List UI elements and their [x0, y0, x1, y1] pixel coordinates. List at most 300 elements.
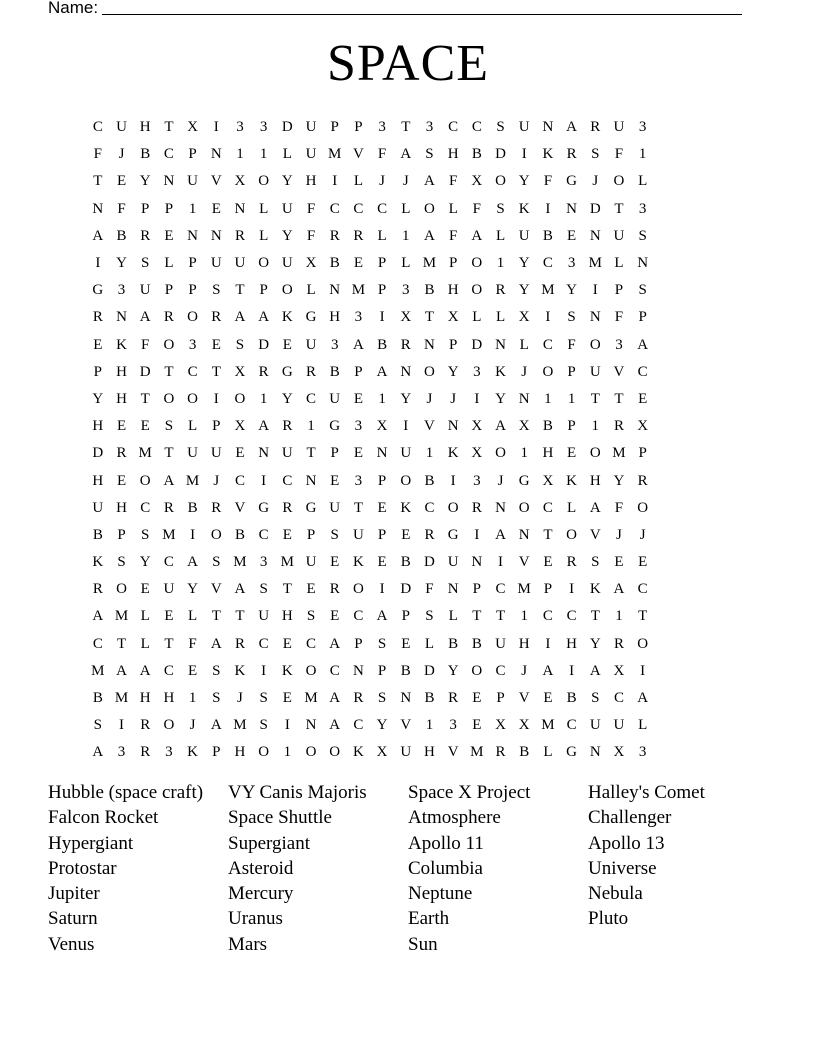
grid-letter: F [448, 227, 458, 244]
word-list-item [588, 932, 768, 957]
name-label: Name: [48, 0, 99, 17]
grid-letter: L [188, 608, 198, 625]
grid-letter: R [282, 499, 293, 516]
grid-letter: S [212, 554, 221, 571]
grid-letter: N [637, 255, 649, 272]
grid-letter: S [141, 526, 150, 543]
grid-letter: 3 [117, 744, 126, 761]
word-list-item: Hubble (space craft) [48, 782, 204, 803]
grid-letter: T [543, 526, 553, 543]
grid-letter: B [400, 554, 411, 571]
grid-letter: N [518, 526, 530, 543]
grid-letter: G [305, 499, 317, 516]
word-list-item: Sun [408, 933, 438, 955]
grid-letter: S [496, 119, 505, 136]
grid-letter: V [210, 173, 222, 190]
grid-letter: 3 [402, 282, 410, 299]
grid-letter: 3 [638, 744, 647, 761]
grid-letter: P [259, 282, 268, 299]
grid-letter: I [213, 390, 219, 407]
grid-letter: O [187, 390, 199, 407]
grid-letter: 3 [378, 119, 386, 136]
grid-letter: F [614, 309, 624, 326]
grid-letter: H [92, 472, 104, 489]
grid-row [86, 440, 734, 467]
grid-row [86, 549, 734, 576]
grid-letter: O [163, 336, 175, 353]
grid-letter: K [447, 445, 459, 462]
grid-letter: C [282, 472, 293, 489]
grid-letter: R [258, 363, 269, 380]
grid-letter: R [613, 635, 624, 652]
grid-letter: 1 [496, 255, 505, 272]
grid-letter: O [447, 499, 459, 516]
grid-letter: Y [139, 173, 151, 190]
grid-letter: 3 [638, 200, 647, 217]
grid-letter: E [164, 227, 174, 244]
grid-letter: E [377, 499, 387, 516]
grid-letter: P [448, 336, 458, 353]
grid-letter: B [400, 662, 411, 679]
grid-letter: F [614, 146, 624, 163]
grid-letter: Y [92, 390, 104, 407]
grid-letter: O [471, 282, 483, 299]
grid-letter: S [638, 227, 647, 244]
grid-letter: X [495, 717, 506, 734]
grid-letter: A [400, 146, 412, 163]
grid-letter: U [305, 554, 317, 571]
grid-letter: Y [187, 581, 199, 598]
grid-letter: 1 [236, 146, 244, 163]
grid-letter: N [589, 309, 601, 326]
grid-letter: J [237, 690, 243, 707]
grid-letter: V [447, 744, 459, 761]
grid-letter: C [306, 635, 317, 652]
grid-letter: S [259, 581, 268, 598]
grid-letter: U [305, 336, 317, 353]
grid-letter: Y [376, 717, 388, 734]
grid-letter: P [188, 255, 197, 272]
grid-letter: V [234, 499, 246, 516]
grid-row [86, 277, 734, 304]
grid-letter: A [542, 662, 554, 679]
grid-letter: X [305, 255, 317, 272]
grid-letter: E [282, 690, 292, 707]
grid-letter: I [498, 554, 504, 571]
grid-letter: U [613, 119, 625, 136]
grid-letter: T [638, 608, 648, 625]
grid-letter: X [376, 744, 388, 761]
grid-letter: J [616, 526, 622, 543]
grid-letter: J [426, 390, 433, 407]
grid-letter: J [521, 662, 528, 679]
word-list-item: Asteroid [228, 857, 294, 879]
grid-letter: X [471, 445, 483, 462]
grid-letter: Y [566, 282, 578, 299]
grid-letter: O [566, 526, 578, 543]
grid-letter: F [543, 173, 553, 190]
grid-letter: X [518, 309, 530, 326]
grid-letter: R [140, 744, 151, 761]
grid-letter: R [234, 635, 245, 652]
grid-letter: P [93, 363, 103, 380]
grid-letter: R [140, 717, 151, 734]
grid-letter: O [637, 499, 649, 516]
grid-letter: U [305, 146, 317, 163]
grid-letter: U [281, 445, 293, 462]
grid-letter: D [495, 146, 506, 163]
grid-letter: P [401, 608, 410, 625]
grid-row [86, 576, 734, 603]
grid-letter: T [353, 499, 363, 516]
grid-letter: B [448, 635, 459, 652]
grid-letter: B [377, 336, 388, 353]
word-list-item: Columbia [408, 857, 483, 879]
grid-letter: L [377, 227, 387, 244]
grid-letter: B [542, 418, 553, 435]
grid-row [86, 359, 734, 386]
grid-letter: D [281, 119, 293, 136]
grid-letter: F [614, 499, 624, 516]
grid-letter: X [234, 173, 246, 190]
word-list-item: Falcon Rocket [48, 807, 159, 829]
grid-letter: O [424, 363, 435, 380]
grid-letter: P [306, 526, 316, 543]
grid-letter: B [187, 499, 198, 516]
grid-letter: B [471, 146, 482, 163]
grid-letter: X [471, 418, 483, 435]
grid-letter: M [233, 554, 247, 571]
grid-letter: S [93, 717, 103, 734]
grid-letter: E [188, 662, 198, 679]
page-title: SPACE [326, 35, 490, 92]
grid-letter: U [518, 227, 530, 244]
grid-letter: L [638, 717, 648, 734]
grid-letter: E [116, 418, 127, 435]
grid-letter: P [212, 744, 221, 761]
grid-letter: N [352, 662, 364, 679]
grid-letter: I [450, 472, 456, 489]
grid-letter: N [471, 554, 483, 571]
grid-letter: O [329, 744, 341, 761]
grid-letter: E [543, 690, 553, 707]
grid-letter: N [566, 200, 578, 217]
word-list-item: Saturn [48, 908, 98, 930]
grid-letter: C [353, 200, 364, 217]
grid-letter: P [496, 690, 505, 707]
grid-letter: I [592, 282, 598, 299]
grid-letter: E [353, 445, 363, 462]
grid-letter: S [212, 690, 221, 707]
grid-letter: C [353, 608, 364, 625]
grid-letter: M [328, 146, 342, 163]
word-list-item: Apollo 13 [588, 832, 665, 854]
grid-letter: Y [589, 635, 601, 652]
grid-letter: E [282, 635, 292, 652]
grid-letter: N [447, 581, 459, 598]
grid-letter: A [116, 662, 127, 679]
word-list-item: Universe [588, 857, 657, 879]
grid-letter: O [187, 309, 199, 326]
grid-letter: G [258, 499, 270, 516]
grid-letter: T [590, 390, 600, 407]
grid-letter: A [92, 608, 104, 625]
grid-letter: Y [400, 390, 412, 407]
grid-letter: 3 [473, 363, 481, 380]
grid-letter: A [329, 717, 341, 734]
grid-letter: A [163, 472, 175, 489]
grid-letter: F [306, 227, 316, 244]
grid-letter: K [234, 662, 246, 679]
grid-letter: S [425, 608, 434, 625]
grid-letter: P [377, 526, 387, 543]
grid-letter: M [162, 526, 176, 543]
grid-letter: X [400, 309, 412, 326]
grid-letter: K [589, 581, 601, 598]
grid-letter: A [234, 309, 246, 326]
grid-letter: K [542, 146, 554, 163]
grid-letter: R [400, 336, 411, 353]
grid-letter: L [259, 227, 269, 244]
grid-letter: I [545, 200, 551, 217]
grid-letter: E [211, 200, 221, 217]
name-field [48, 0, 742, 18]
grid-letter: O [613, 173, 625, 190]
grid-letter: H [116, 363, 127, 380]
grid-letter: M [280, 554, 295, 571]
grid-letter: A [471, 227, 483, 244]
grid-letter: X [637, 418, 649, 435]
grid-letter: N [495, 499, 506, 516]
grid-letter: E [211, 336, 221, 353]
grid-letter: O [589, 445, 601, 462]
grid-letter: R [92, 581, 103, 598]
grid-letter: E [401, 635, 411, 652]
grid-letter: S [425, 146, 434, 163]
grid-letter: N [495, 336, 506, 353]
grid-letter: I [569, 581, 575, 598]
grid-letter: C [613, 690, 624, 707]
grid-letter: P [567, 418, 576, 435]
grid-letter: F [117, 200, 126, 217]
grid-letter: A [495, 526, 506, 543]
grid-letter: E [567, 227, 577, 244]
word-list-item: VY Canis Majoris [228, 782, 367, 803]
grid-letter: L [424, 635, 435, 652]
grid-letter: 3 [473, 472, 481, 489]
grid-letter: L [543, 744, 553, 761]
grid-letter: X [187, 119, 199, 136]
grid-letter: M [114, 608, 129, 625]
grid-letter: C [258, 526, 269, 543]
grid-letter: P [212, 418, 221, 435]
grid-letter: C [187, 363, 198, 380]
grid-letter: C [92, 119, 103, 136]
grid-letter: G [92, 282, 104, 299]
grid-letter: B [329, 255, 340, 272]
grid-letter: H [234, 744, 246, 761]
grid-letter: H [116, 390, 127, 407]
grid-letter: H [424, 744, 435, 761]
grid-letter: V [518, 554, 530, 571]
word-list-item: Mercury [228, 883, 294, 905]
grid-letter: B [140, 146, 151, 163]
grid-letter: A [329, 690, 341, 707]
grid-letter: K [116, 336, 127, 353]
grid-letter: P [330, 119, 339, 136]
grid-letter: U [518, 119, 530, 136]
grid-letter: U [613, 717, 625, 734]
grid-row [86, 685, 734, 712]
grid-letter: 1 [425, 445, 434, 462]
grid-letter: I [545, 635, 551, 652]
word-list-item: Nebula [588, 883, 643, 905]
grid-letter: P [141, 200, 150, 217]
grid-letter: N [305, 717, 317, 734]
grid-letter: J [213, 472, 220, 489]
grid-letter: D [589, 200, 601, 217]
grid-letter: T [211, 363, 221, 380]
grid-letter: A [424, 173, 435, 190]
grid-letter: F [425, 581, 434, 598]
grid-row [86, 413, 734, 440]
grid-letter: J [497, 472, 504, 489]
grid-letter: U [400, 445, 412, 462]
grid-letter: I [403, 418, 409, 435]
grid-letter: 3 [354, 309, 363, 326]
grid-letter: Y [518, 255, 530, 272]
grid-letter: V [400, 717, 412, 734]
grid-letter: X [542, 472, 554, 489]
grid-letter: S [235, 336, 245, 353]
grid-letter: E [472, 690, 482, 707]
grid-letter: R [566, 554, 577, 571]
grid-letter: H [116, 499, 127, 516]
grid-letter: S [164, 418, 174, 435]
grid-letter: P [543, 581, 553, 598]
grid-letter: M [233, 717, 247, 734]
grid-letter: E [164, 608, 174, 625]
grid-letter: A [234, 581, 246, 598]
grid-letter: B [424, 690, 435, 707]
grid-letter: C [234, 472, 245, 489]
grid-letter: H [542, 445, 554, 462]
grid-letter: A [139, 662, 151, 679]
word-list-item: Protostar [48, 857, 117, 879]
grid-letter: C [92, 635, 103, 652]
grid-letter: M [541, 282, 555, 299]
grid-letter: Y [447, 662, 459, 679]
grid-letter: E [377, 554, 387, 571]
grid-letter: C [448, 119, 459, 136]
word-list-item: Uranus [228, 908, 283, 930]
grid-letter: E [401, 526, 411, 543]
grid-letter: I [261, 662, 267, 679]
grid-letter: U [258, 608, 270, 625]
grid-letter: R [329, 581, 340, 598]
grid-letter: K [352, 744, 364, 761]
grid-letter: H [305, 173, 317, 190]
grid-letter: M [138, 445, 152, 462]
grid-letter: P [567, 363, 576, 380]
grid-letter: H [329, 309, 341, 326]
grid-letter: T [211, 608, 221, 625]
grid-letter: B [519, 744, 530, 761]
grid-letter: O [258, 173, 270, 190]
grid-letter: M [588, 255, 602, 272]
grid-letter: R [448, 690, 459, 707]
grid-letter: T [401, 119, 411, 136]
grid-letter: N [542, 119, 554, 136]
grid-letter: P [117, 526, 126, 543]
word-list-item: Neptune [408, 883, 473, 905]
grid-letter: T [93, 173, 103, 190]
grid-letter: E [614, 554, 624, 571]
grid-letter: A [495, 418, 506, 435]
grid-letter: O [210, 526, 222, 543]
grid-row [86, 223, 734, 250]
grid-letter: S [259, 717, 268, 734]
grid-letter: U [210, 445, 222, 462]
grid-letter: I [284, 717, 290, 734]
grid-letter: E [330, 554, 340, 571]
grid-letter: G [518, 472, 530, 489]
grid-row [86, 168, 734, 195]
grid-letter: L [495, 227, 506, 244]
grid-letter: H [566, 635, 578, 652]
grid-letter: C [495, 662, 506, 679]
grid-letter: M [304, 690, 318, 707]
grid-letter: 3 [236, 119, 244, 136]
grid-letter: E [543, 554, 553, 571]
grid-letter: O [163, 390, 175, 407]
grid-letter: P [377, 282, 387, 299]
grid-letter: P [448, 255, 458, 272]
grid-letter: X [376, 418, 388, 435]
grid-letter: F [141, 336, 150, 353]
grid-letter: F [567, 336, 576, 353]
grid-letter: M [470, 744, 484, 761]
grid-letter: 1 [615, 608, 623, 625]
grid-letter: O [471, 662, 483, 679]
grid-letter: R [92, 309, 103, 326]
grid-letter: C [542, 255, 553, 272]
grid-letter: 1 [307, 418, 315, 435]
grid-letter: K [495, 363, 506, 380]
grid-letter: E [330, 472, 340, 489]
grid-letter: O [424, 200, 435, 217]
grid-letter: N [116, 309, 127, 326]
grid-letter: V [613, 363, 625, 380]
grid-letter: R [329, 227, 340, 244]
grid-letter: E [282, 336, 292, 353]
grid-letter: N [589, 227, 601, 244]
grid-letter: C [637, 581, 648, 598]
grid-letter: F [188, 635, 197, 652]
grid-letter: I [332, 173, 338, 190]
grid-letter: C [163, 554, 174, 571]
grid-letter: U [495, 635, 506, 652]
grid-letter: U [234, 255, 246, 272]
grid-letter: A [92, 227, 104, 244]
grid-letter: C [140, 499, 151, 516]
grid-letter: O [495, 445, 506, 462]
grid-letter: Y [613, 472, 625, 489]
grid-letter: I [379, 309, 385, 326]
word-search-grid [86, 114, 734, 767]
grid-letter: S [591, 146, 600, 163]
grid-letter: T [614, 390, 624, 407]
